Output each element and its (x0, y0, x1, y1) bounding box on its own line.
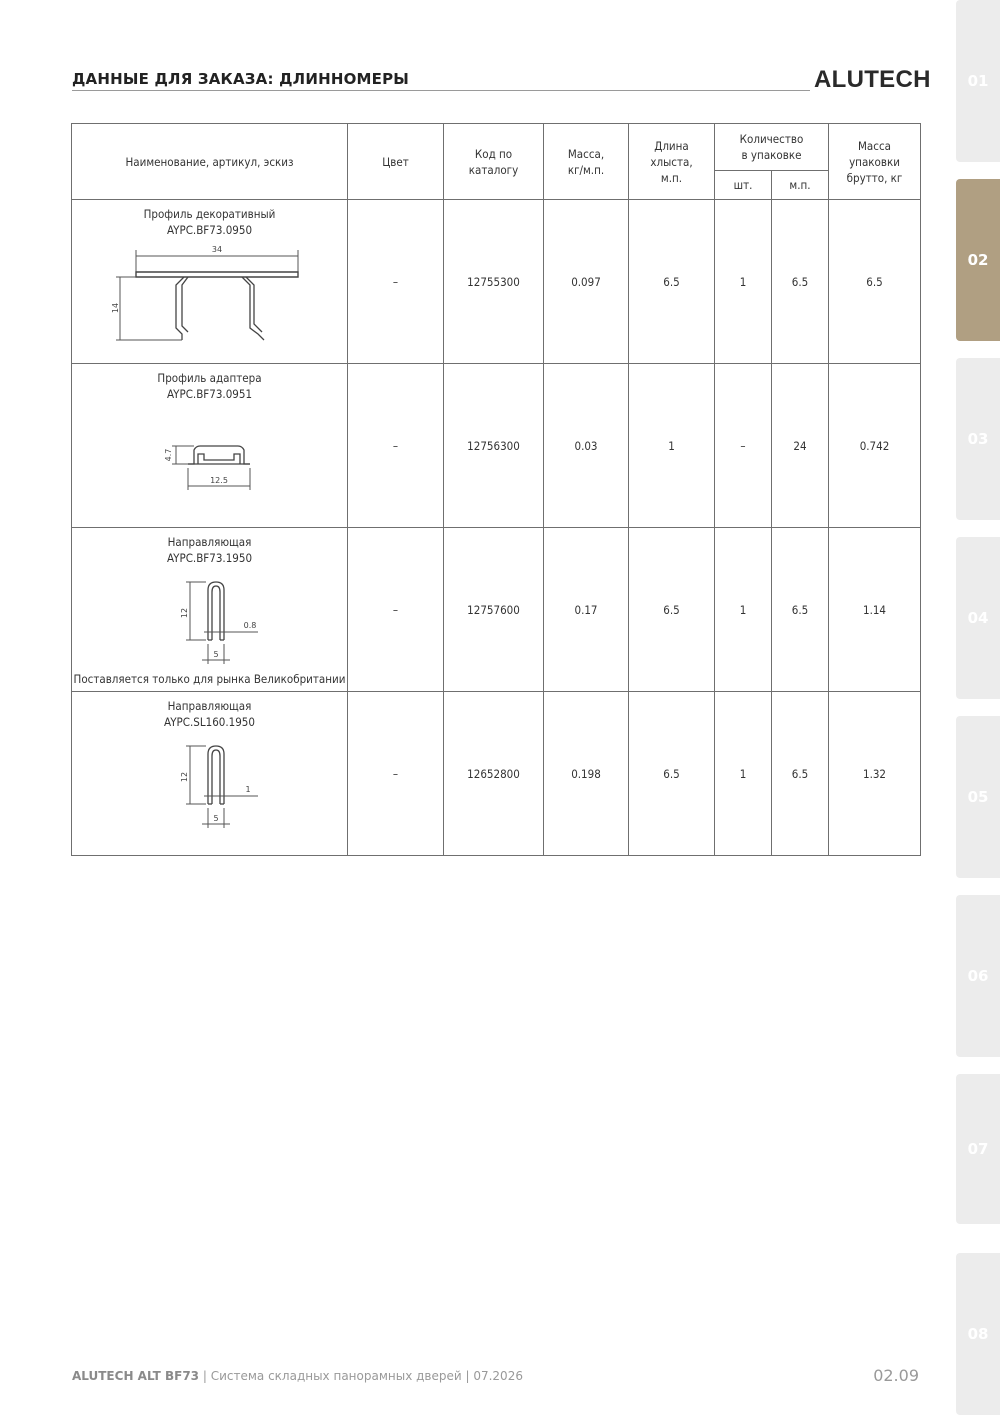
dim-label: 14 (111, 302, 120, 314)
footer-info (72, 1369, 523, 1383)
product-name: Направляющая (167, 535, 252, 549)
product-article: AYPC.BF73.1950 (166, 551, 253, 565)
page-number: 02.09 (873, 1366, 919, 1385)
qty-pcs-cell: 1 (715, 200, 772, 364)
qty-m-cell: 6.5 (772, 528, 829, 692)
mass-cell: 0.03 (544, 364, 629, 528)
tab-04[interactable]: 04 (956, 537, 1000, 699)
gross-cell: 1.14 (829, 528, 921, 692)
product-article: AYPC.BF73.0951 (166, 387, 253, 401)
col-header-color: Цвет (348, 124, 444, 200)
product-name: Профиль адаптера (157, 371, 262, 385)
dim-label: 0.8 (243, 621, 257, 630)
product-article: AYPC.BF73.0950 (166, 223, 253, 237)
dim-label: 12 (180, 771, 189, 783)
color-cell: – (348, 692, 444, 856)
brand-logo: ALUTECH (814, 66, 931, 93)
color-cell: – (348, 528, 444, 692)
col-header-qty-m: м.п. (772, 171, 829, 200)
product-cell (72, 692, 348, 856)
guide-rail-sketch (72, 692, 348, 855)
dim-label: 34 (211, 245, 223, 254)
table-row (72, 692, 921, 856)
table-row (72, 528, 921, 692)
tab-03[interactable]: 03 (956, 358, 1000, 520)
code-cell: 12755300 (444, 200, 544, 364)
tab-08[interactable]: 08 (956, 1253, 1000, 1415)
tab-01[interactable]: 01 (956, 0, 1000, 162)
dim-label: 12.5 (210, 476, 228, 485)
product-cell (72, 200, 348, 364)
product-cell (72, 528, 348, 692)
qty-m-cell: 6.5 (772, 692, 829, 856)
col-header-mass: Масса, кг/м.п. (544, 124, 629, 200)
color-cell: – (348, 364, 444, 528)
order-table (71, 123, 921, 856)
guide-rail-sketch (72, 528, 348, 691)
product-name: Профиль декоративный (143, 207, 276, 221)
gross-cell: 0.742 (829, 364, 921, 528)
market-note: Поставляется только для рынка Великобритании (73, 672, 346, 686)
qty-m-cell: 6.5 (772, 200, 829, 364)
col-header-code: Код по каталогу (444, 124, 544, 200)
tab-07[interactable]: 07 (956, 1074, 1000, 1224)
dim-label: 4.7 (164, 448, 173, 462)
mass-cell: 0.097 (544, 200, 629, 364)
code-cell: 12757600 (444, 528, 544, 692)
code-cell: 12756300 (444, 364, 544, 528)
dim-label: 5 (213, 814, 219, 823)
length-cell: 6.5 (629, 528, 715, 692)
qty-pcs-cell: 1 (715, 692, 772, 856)
dim-label: 1 (245, 785, 251, 794)
product-article: AYPC.SL160.1950 (164, 715, 255, 729)
color-cell: – (348, 200, 444, 364)
qty-pcs-cell: 1 (715, 528, 772, 692)
decorative-profile-sketch (72, 200, 348, 363)
adapter-profile-sketch (72, 364, 348, 527)
length-cell: 6.5 (629, 692, 715, 856)
table-row (72, 200, 921, 364)
product-name: Направляющая (167, 699, 252, 713)
mass-cell: 0.17 (544, 528, 629, 692)
footer-subtitle: | Система складных панорамных дверей | 07.2026 (202, 1369, 523, 1383)
dim-label: 5 (213, 650, 219, 659)
tab-06[interactable]: 06 (956, 895, 1000, 1057)
length-cell: 1 (629, 364, 715, 528)
dim-label: 12 (180, 607, 189, 619)
code-cell: 12652800 (444, 692, 544, 856)
qty-pcs-cell: – (715, 364, 772, 528)
footer-product: ALUTECH ALT BF73 (72, 1369, 200, 1383)
mass-cell: 0.198 (544, 692, 629, 856)
col-header-length: Длина хлыста, м.п. (629, 124, 715, 200)
col-header-name: Наименование, артикул, эскиз (72, 124, 348, 200)
gross-cell: 1.32 (829, 692, 921, 856)
table-row (72, 364, 921, 528)
page-title: ДАННЫЕ ДЛЯ ЗАКАЗА: ДЛИННОМЕРЫ (72, 70, 410, 88)
col-header-quantity: Количество в упаковке (715, 124, 829, 171)
title-divider (72, 90, 810, 91)
product-cell (72, 364, 348, 528)
gross-cell: 6.5 (829, 200, 921, 364)
col-header-gross: Масса упаковки брутто, кг (829, 124, 921, 200)
length-cell: 6.5 (629, 200, 715, 364)
col-header-qty-pcs: шт. (715, 171, 772, 200)
tab-02[interactable]: 02 (956, 179, 1000, 341)
qty-m-cell: 24 (772, 364, 829, 528)
tab-05[interactable]: 05 (956, 716, 1000, 878)
